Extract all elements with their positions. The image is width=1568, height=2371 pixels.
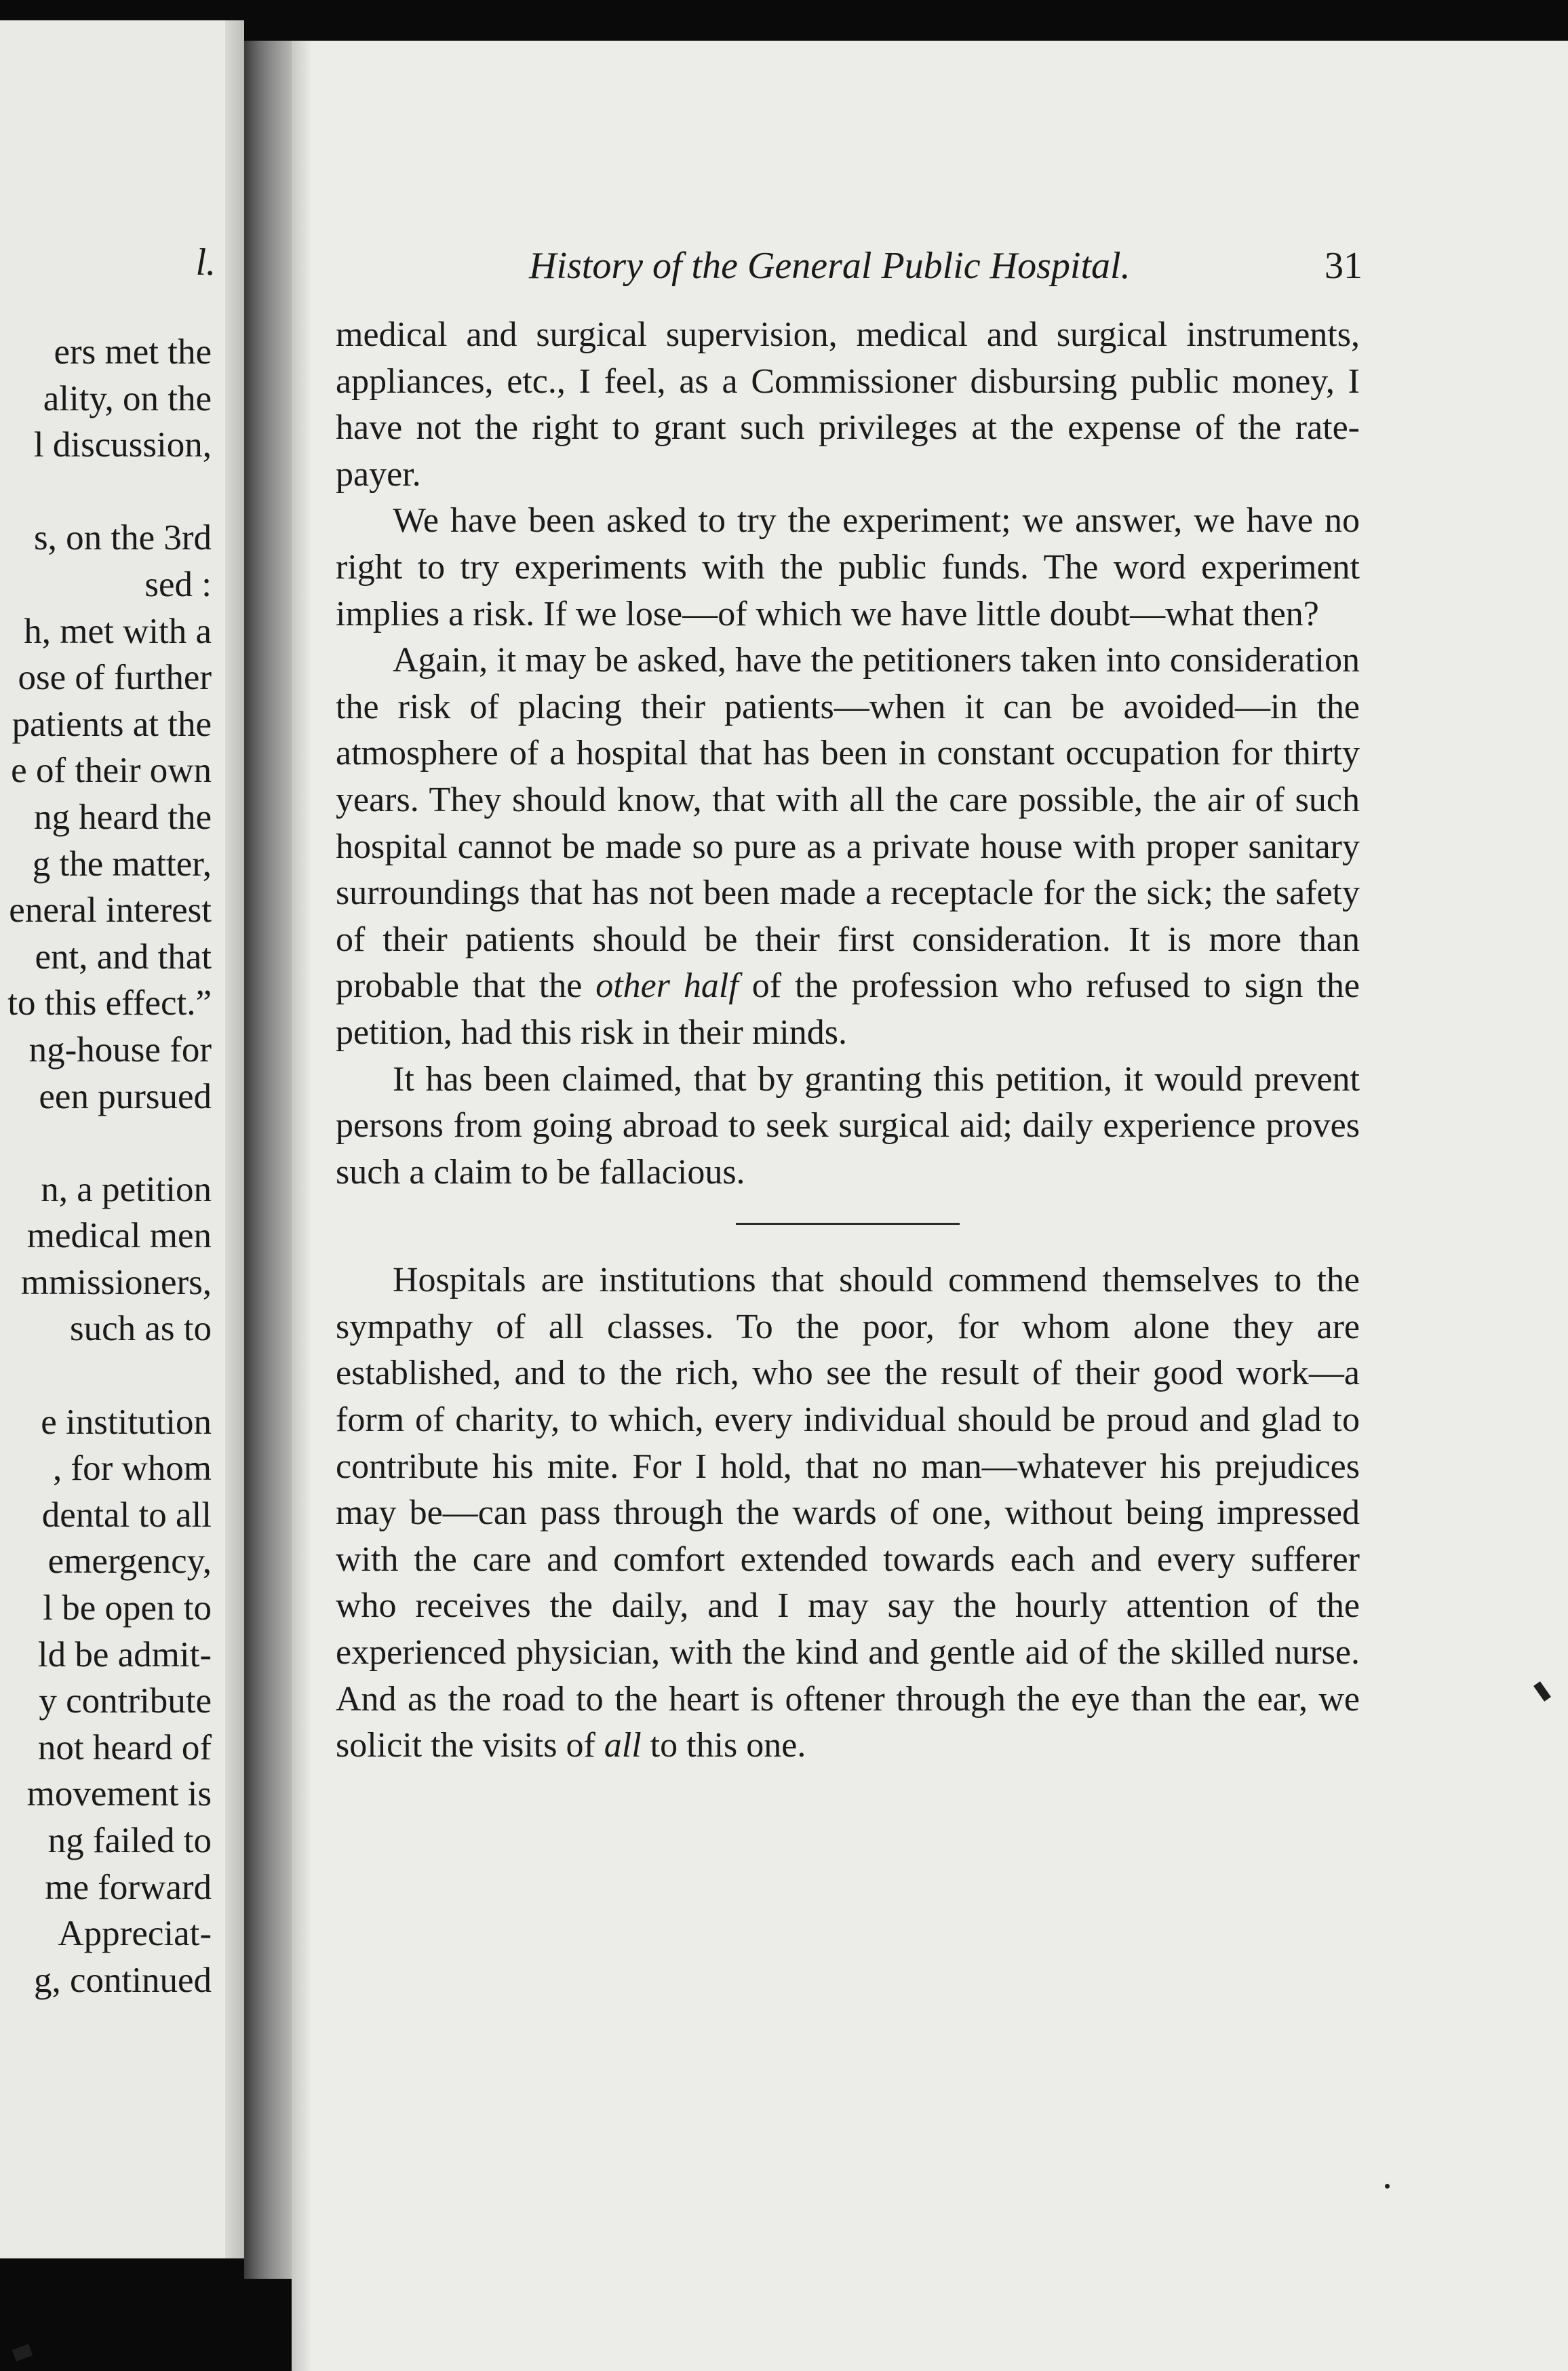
scan-speck xyxy=(1533,1681,1551,1702)
emphasis-text: all xyxy=(604,1726,642,1765)
left-line: l be open to xyxy=(43,1588,212,1628)
left-line: such as to xyxy=(69,1309,212,1349)
left-line: movement is xyxy=(26,1774,212,1814)
left-line: ng-house for xyxy=(28,1030,212,1070)
scan-speck xyxy=(1385,2184,1390,2189)
paragraph-text: Hospitals are institutions that should commend themselves to the sympathy of all classes. To the poor, for whom alone they are established, and to the rich, who see the result of their good work—a form of charity, to which, every individual should be proud and glad to contribute his mite. For I hold, that no man—whatever his prejudices may be—can pass through the wards of one, without being impressed with the care and comfort extended towards each and every sufferer who receives the daily, and I may say the hourly attention of the experienced physician, with the kind and gentle aid of the skilled nurse. And as the road to the heart is oftener through the eye than the ear, we solicit the visits of xyxy=(336,1261,1360,1765)
left-line: ality, on the xyxy=(43,378,212,418)
left-line: ng failed to xyxy=(47,1821,212,1860)
left-line: g, continued xyxy=(34,1960,212,2000)
left-line: sed : xyxy=(144,564,212,604)
left-line: me forward xyxy=(45,1867,212,1907)
paragraph-text: to this one. xyxy=(641,1726,806,1765)
paragraph: It has been claimed, that by granting this petition, it would prevent persons from going abroad to seek surgical aid; daily experience proves such a claim to be fallacious. xyxy=(336,1059,1360,1192)
left-line: Appreciat- xyxy=(58,1914,212,1954)
paragraph: We have been asked to try the experiment; we answer, we have no right to try experiments with the public funds. The word experiment implies a risk. If we lose—of which we have little doubt—what then? xyxy=(336,501,1360,633)
left-line: ers met the xyxy=(54,332,212,372)
page-number: 31 xyxy=(1325,245,1363,287)
left-line: ent, and that xyxy=(35,937,212,977)
left-line: eneral interest xyxy=(9,890,212,930)
left-line: een pursued xyxy=(39,1076,212,1116)
left-line: not heard of xyxy=(37,1727,212,1767)
running-head: History of the General Public Hospital. xyxy=(529,245,1131,287)
left-line: ld be admit- xyxy=(37,1634,212,1674)
left-line xyxy=(0,1352,212,1399)
left-line xyxy=(0,469,212,515)
left-line: to this effect.” xyxy=(7,983,212,1023)
left-facing-page xyxy=(0,20,244,2258)
left-line: h, met with a xyxy=(24,611,212,651)
scan-speck xyxy=(12,2344,33,2362)
left-line: patients at the xyxy=(12,704,212,744)
left-line: medical men xyxy=(26,1216,212,1256)
paragraph: medical and surgical supervision, medical and surgical instruments, appliances, etc., I feel, as a Commissioner disbursing public money, I have not the right to grant such privileges at the expense of the rate-payer. xyxy=(336,315,1360,494)
left-line: y contribute xyxy=(39,1681,212,1721)
paragraph xyxy=(336,638,1360,1056)
left-line: emergency, xyxy=(47,1542,212,1582)
paragraph-text: Again, it may be asked, have the petitioners taken into consideration the risk of placing their patients—when it can be avoided—in the atmosphere of a hospital that has been in constant occupation for thirty years. They should know, that with all the care possible, the air of such hospital cannot be made so pure as a private house with proper sanitary surroundings that has not been made a receptacle for the sick; the safety of their patients should be their first consideration. It is more than probable that the xyxy=(336,641,1360,1006)
left-page-shadow xyxy=(225,20,244,2258)
left-line: mmissioners, xyxy=(20,1262,212,1302)
left-line: g the matter, xyxy=(32,844,212,884)
left-line: dental to all xyxy=(41,1495,212,1535)
left-line: ng heard the xyxy=(34,797,212,837)
left-line xyxy=(0,1120,212,1167)
left-line: e of their own xyxy=(11,751,212,791)
paragraph-text: of the profession who refused to sign the petition, had this risk in their minds. xyxy=(336,966,1360,1052)
page-edge-shadow xyxy=(292,41,312,2371)
left-line: e institution xyxy=(41,1402,212,1442)
right-page xyxy=(292,41,1568,2371)
left-page-text xyxy=(0,329,212,2003)
section-divider xyxy=(736,1223,960,1225)
left-line: l discussion, xyxy=(33,425,212,465)
book-gutter xyxy=(244,41,292,2279)
emphasis-text: other half xyxy=(595,966,739,1006)
left-line: , for whom xyxy=(52,1449,212,1489)
body-text xyxy=(336,312,1360,1769)
left-page-header-fragment: l. xyxy=(195,241,216,283)
paragraph xyxy=(336,1257,1360,1769)
left-line: ose of further xyxy=(18,658,212,698)
left-line: n, a petition xyxy=(41,1169,212,1209)
left-line: s, on the 3rd xyxy=(33,518,212,558)
